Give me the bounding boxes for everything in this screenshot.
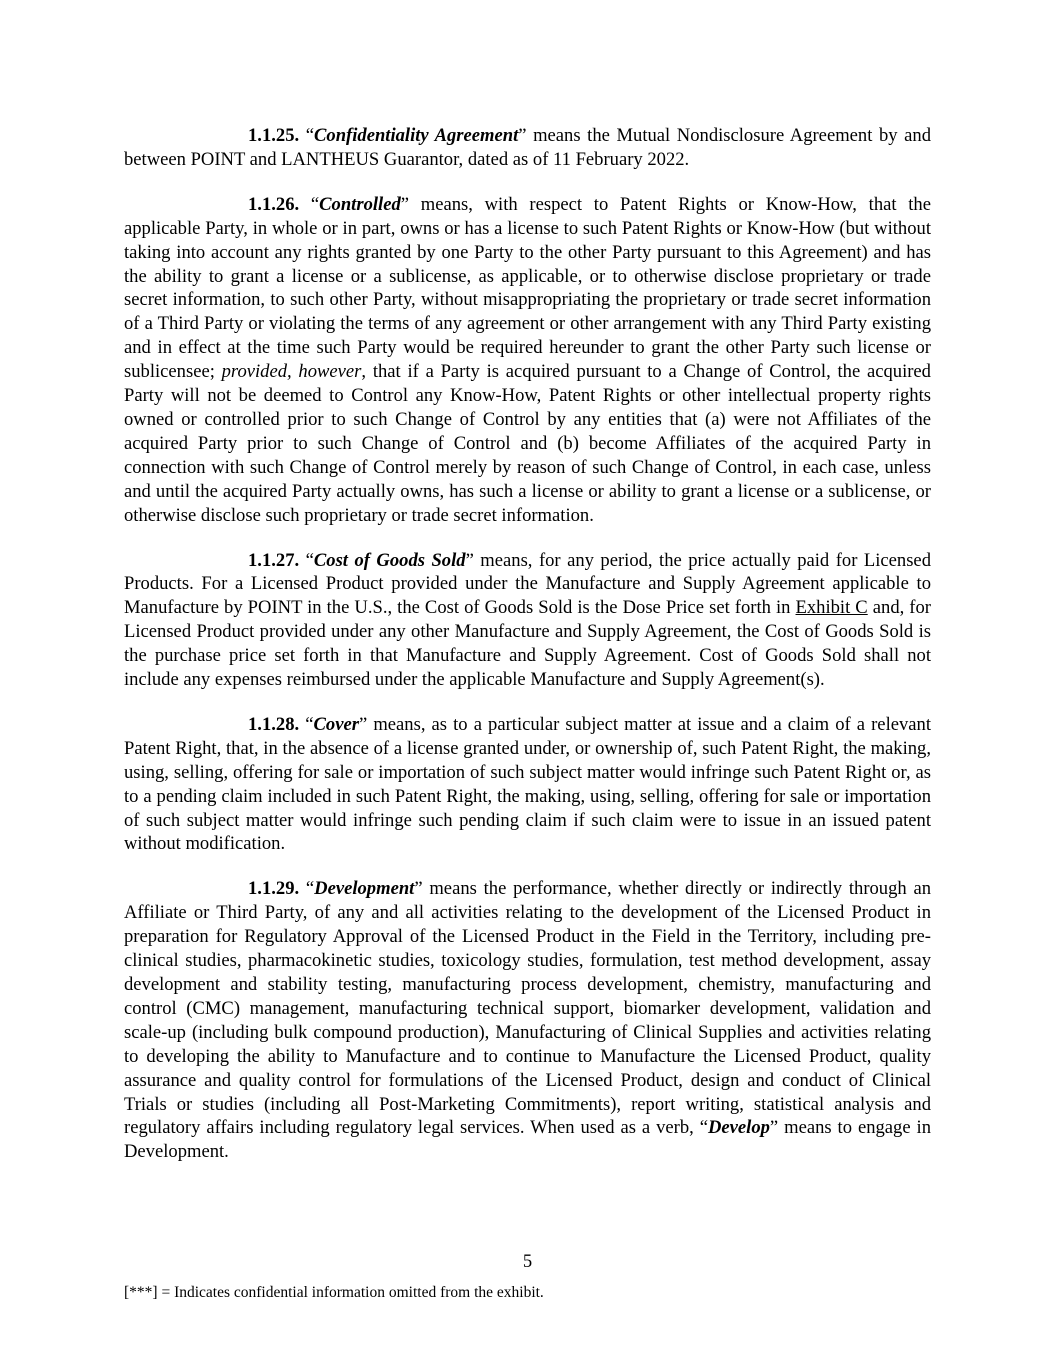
open-quote: “ — [299, 193, 320, 215]
clause-1-1-28 — [124, 713, 931, 856]
clause-number: 1.1.25. — [248, 125, 300, 146]
clause-text-continued: and, for Licensed Product provided under any other Manufacture and Supply Agreement, the Cost of Goods Sold is the purchase price set forth in that Manufacture and Supply Agreement. Cost of Goods Sold shall not include any expenses reimbursed under the applicable Manufacture and Supply Agreement(s). — [124, 597, 931, 691]
clause-text: means the Mutual Nondisclosure Agreement by and between POINT and LANTHEUS Guarantor, dated as of 11 February 2022. — [124, 125, 931, 170]
defined-term: Cover — [313, 713, 359, 735]
clause-text-continued: ” means to engage in Development. — [124, 1117, 931, 1163]
clause-number: 1.1.27. — [248, 549, 300, 571]
open-quote: “ — [299, 713, 314, 735]
close-quote: ” — [518, 125, 527, 146]
clause-text: means, for any period, the price actually paid for Licensed Products. For a Licensed Product provided under the Manufacture and Supply Agreement applicable to Manufacture by POINT in the U.S., the Cost of Goods Sold is the Dose Price set forth in — [124, 549, 931, 619]
defined-term: Controlled — [319, 193, 401, 215]
clause-text: means, with respect to Patent Rights or Know-How, that the applicable Party, in whole or in part, owns or has a license to such Patent Rights or Know-How (but without taking into account any rights granted by one Party to the other Party pursuant to this Agreement) and has the ability to grant a license or a sublicense, as applicable, or to otherwise disclose proprietary or trade secret information, to such other Party, without misappropriating the proprietary or trade secret information of a Third Party or violating the terms of any agreement or other arrangement with any Third Party existing and in effect at the time such Party would be required hereunder to grant the other Party such license or sublicensee; — [124, 193, 931, 383]
exhibit-reference: Exhibit C — [795, 597, 868, 619]
clause-number: 1.1.29. — [248, 878, 300, 900]
defined-term: Cost of Goods Sold — [313, 549, 466, 571]
clause-1-1-25 — [124, 124, 931, 172]
page-number: 5 — [522, 1251, 533, 1272]
close-quote: ” — [358, 713, 368, 735]
close-quote: ” — [400, 193, 410, 215]
clause-text: means the performance, whether directly or indirectly through an Affiliate or Third Party, of any and all activities relating to the development of the Licensed Product in preparation for Regulatory Approval of the Licensed Product in the Field in the Territory, including pre-clinical studies, pharmacokinetic studies, toxicology studies, formulation, test method development, assay development and stability testing, manufacturing process development, chemistry, manufacturing and control (CMC) management, manufacturing technical support, biomarker development, validation and scale-up (including bulk compound production), Manufacturing of Clinical Supplies and activities relating to developing the ability to Manufacture and to continue to Manufacture the Licensed Product, quality assurance and quality control for formulations of the Licensed Product, design and conduct of Clinical Trials or studies (including all Post-Marketing Commitments), report writing, statistical analysis and regulatory affairs including regulatory legal services. When used as a verb, “ — [124, 878, 931, 1139]
defined-term: Confidentiality Agreement — [314, 125, 519, 146]
clause-1-1-26 — [124, 193, 931, 528]
defined-term-verb: Develop — [707, 1117, 770, 1139]
close-quote: ” — [414, 878, 423, 900]
clause-text-continued: , that if a Party is acquired pursuant to a Change of Control, the acquired Party will not be deemed to Control any Know-How, Patent Rights or other intellectual property rights owned or controlled prior to such Change of Control by any entities that (a) were not Affiliates of the acquired Party prior to such Change of Control and (b) become Affiliates of the acquired Party in connection with such Change of Control merely by reason of such Change of Control, in each case, unless and until the acquired Party actually owns, has such a license or ability to grant a license or a sublicense, or otherwise disclose such proprietary or trade secret information. — [124, 361, 931, 526]
open-quote: “ — [299, 878, 315, 900]
open-quote: “ — [299, 125, 314, 146]
clause-number: 1.1.28. — [248, 713, 300, 735]
clause-text: means, as to a particular subject matter at issue and a claim of a relevant Patent Right, that, in the absence of a license granted under, or ownership of, such Patent Right, the making, using, selling, offering for sale or importation of such subject matter would infringe such Patent Right or, as to a pending claim included in such Patent Right, the making, using, selling, offering for sale or importation of such subject matter would infringe such pending claim if such claim were to issue in an issued patent without modification. — [124, 713, 931, 855]
clause-number: 1.1.26. — [248, 193, 300, 215]
document-body — [124, 124, 931, 1185]
defined-term: Development — [314, 878, 415, 900]
italic-proviso: provided, however — [221, 361, 362, 383]
clause-1-1-29 — [124, 877, 931, 1164]
close-quote: ” — [465, 549, 474, 571]
clause-1-1-27 — [124, 549, 931, 692]
confidentiality-footer: [***] = Indicates confidential information omitted from the exhibit. — [124, 1284, 544, 1301]
open-quote: “ — [299, 549, 314, 571]
